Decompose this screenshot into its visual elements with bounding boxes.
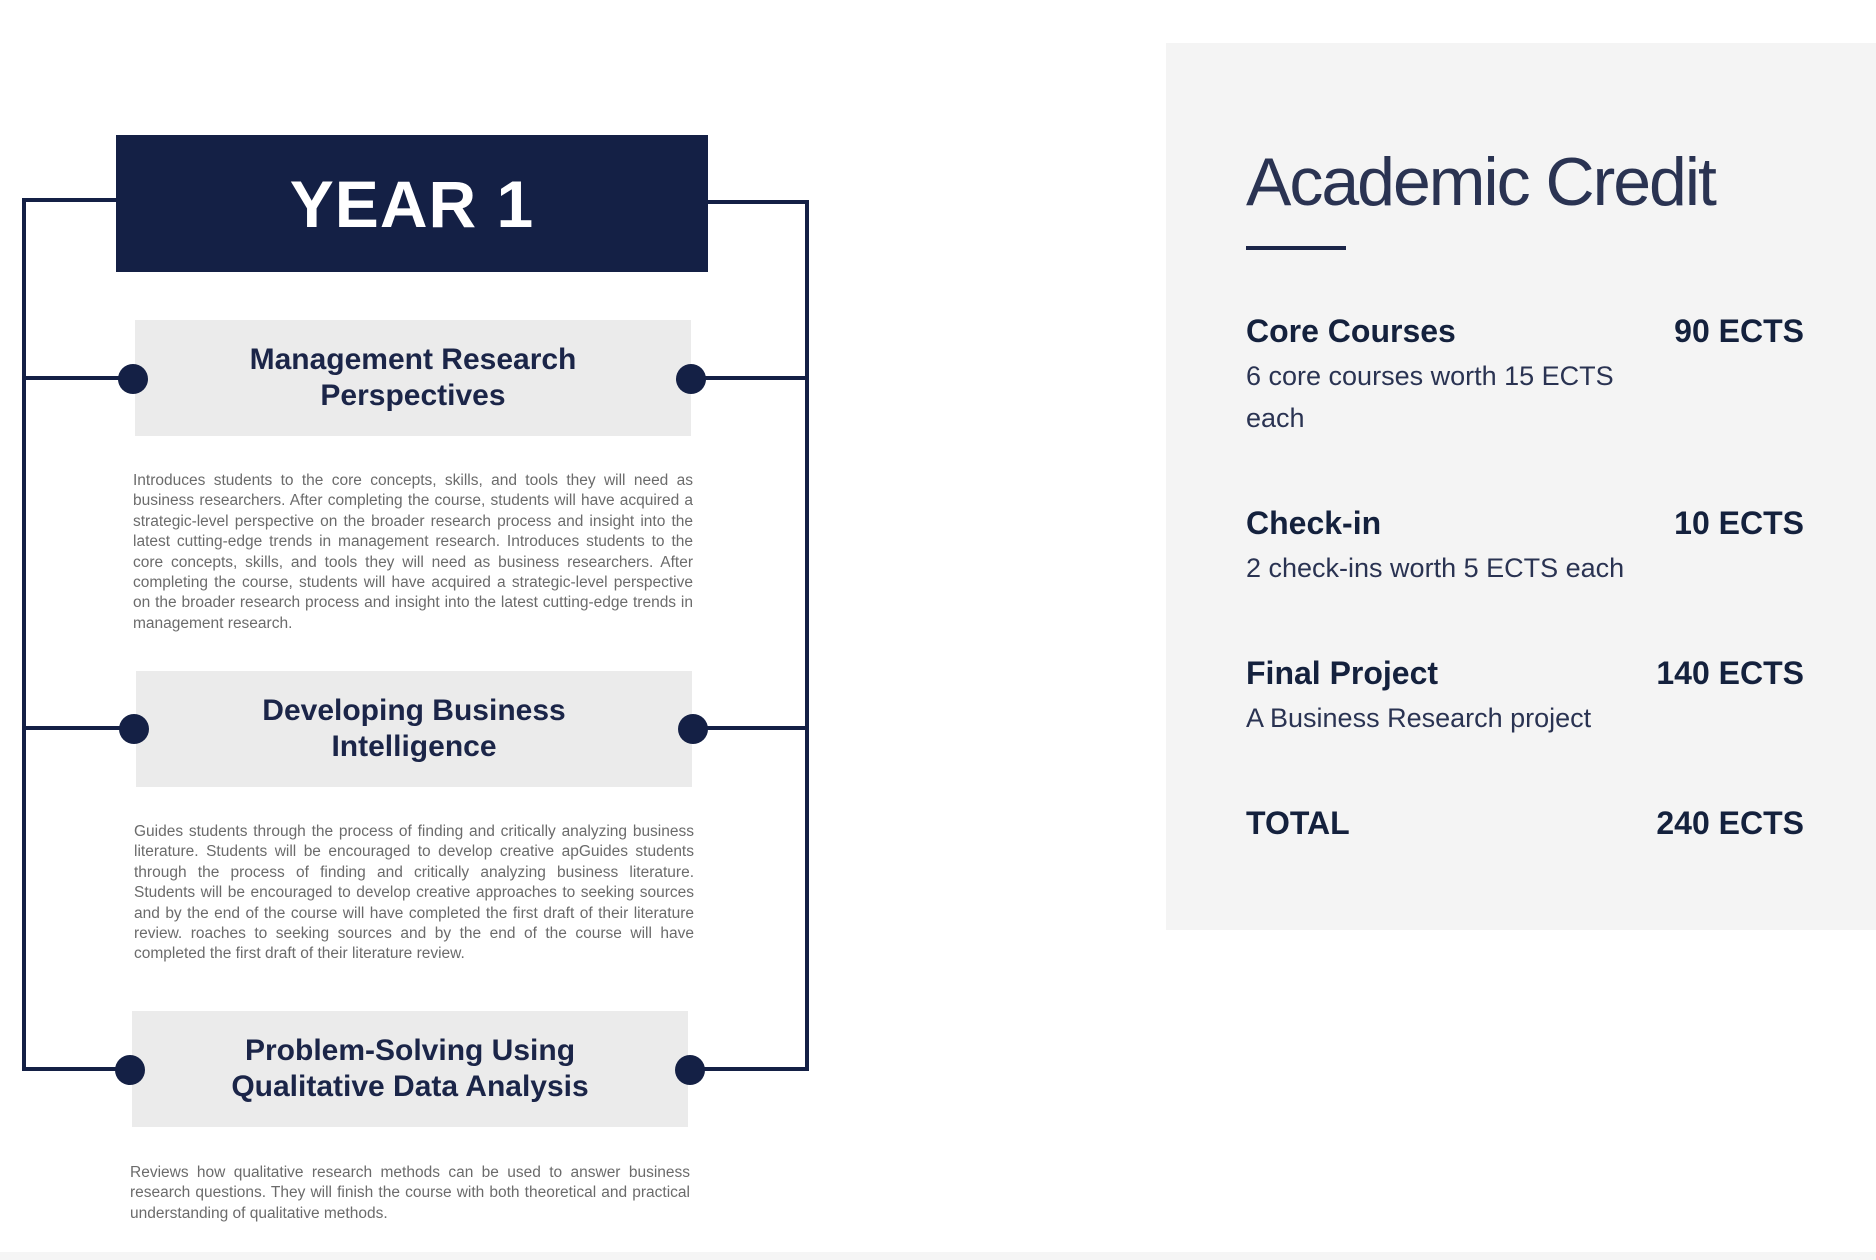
credit-item-note: A Business Research project <box>1246 703 1592 733</box>
title-underline <box>1246 246 1346 250</box>
credit-item-name: Core Courses <box>1246 313 1456 349</box>
left-timeline-node <box>115 1055 145 1085</box>
credit-item-value: 10 ECTS <box>1674 505 1804 541</box>
credit-title: Academic Credit <box>1246 144 1715 220</box>
course-box-business-intelligence <box>136 671 692 787</box>
left-timeline-node <box>119 714 149 744</box>
course-description: Reviews how qualitative research methods can be used to answer business research questions. They will finish the course with both theoretical and practical understanding of qualitative methods. <box>130 1164 690 1222</box>
year-header <box>116 135 708 272</box>
credit-item-name: Check-in <box>1246 505 1382 541</box>
year-title: YEAR 1 <box>289 166 535 241</box>
credit-item-note: 6 core courses worth 15 ECTS each <box>1246 361 1614 433</box>
course-title: Management Research Perspectives <box>249 343 577 412</box>
credit-item-value: 140 ECTS <box>1656 655 1804 691</box>
right-timeline-node <box>676 364 706 394</box>
course-box-management-research <box>135 320 691 436</box>
academic-credit-panel <box>1166 43 1876 930</box>
course-description: Guides students through the process of finding and critically analyzing business literature. Students will be encouraged to develop creative apGuides students through the process of finding and critically analyzing business literature. Students will be encouraged to develop creative approaches to seeking sources and by the end of the course will have completed the first draft of their literature review. roaches to seeking sources and by the end of the course will have completed the first draft of their literature review. <box>134 823 694 963</box>
credit-total-value: 240 ECTS <box>1656 805 1804 841</box>
bottom-strip <box>0 1252 1876 1260</box>
credit-item-note: 2 check-ins worth 5 ECTS each <box>1246 553 1625 583</box>
course-title: Developing Business Intelligence <box>262 694 566 763</box>
credit-item-name: Final Project <box>1246 655 1439 691</box>
course-description: Introduces students to the core concepts, skills, and tools they will need as business researchers. After completing the course, students will have acquired a strategic-level perspective on the broader research process and insight into the latest cutting-edge trends in management research. Introduces students to the core concepts, skills, and tools they will need as business researchers. After completing the course, students will have acquired a strategic-level perspective on the broader research process and insight into the latest cutting-edge trends in management research. <box>133 472 693 632</box>
course-title: Problem-Solving Using Qualitative Data Analysis <box>231 1034 589 1103</box>
course-box-qualitative-analysis <box>132 1011 688 1127</box>
left-bracket-line <box>24 200 130 1069</box>
right-timeline-node <box>675 1055 705 1085</box>
right-timeline-node <box>678 714 708 744</box>
credit-total-label: TOTAL <box>1246 805 1350 841</box>
credit-item-value: 90 ECTS <box>1674 313 1804 349</box>
left-timeline-node <box>118 364 148 394</box>
right-bracket-line <box>690 202 807 1069</box>
